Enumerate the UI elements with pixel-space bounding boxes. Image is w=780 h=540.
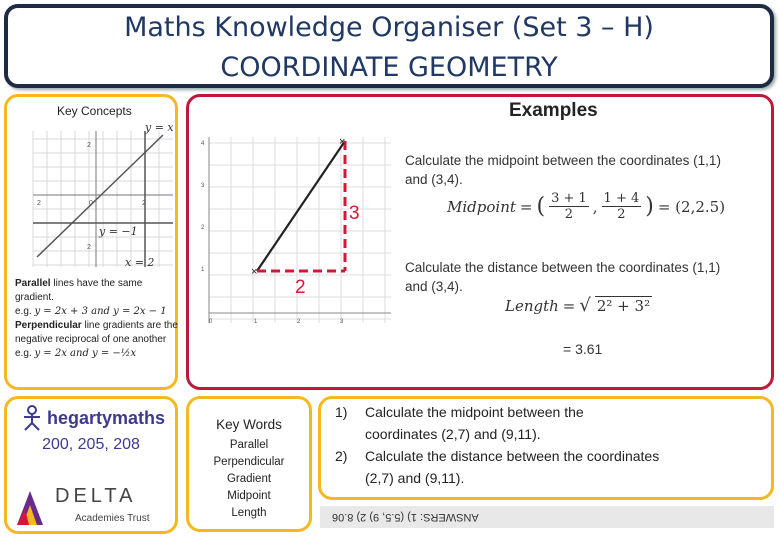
label-x-equals-2: x = 2 bbox=[125, 256, 155, 269]
page-title: Maths Knowledge Organiser (Set 3 – H) bbox=[124, 12, 654, 43]
question-2-number: 2) bbox=[335, 448, 348, 464]
key-word: Length bbox=[231, 507, 267, 519]
point-marker: × bbox=[251, 266, 258, 278]
hegarty-figure-icon bbox=[21, 405, 43, 431]
delta-subtitle: Academies Trust bbox=[75, 513, 150, 524]
key-concepts-panel bbox=[4, 94, 178, 390]
key-word: Perpendicular bbox=[213, 456, 285, 468]
example-distance-question: Calculate the distance between the coordinates (1,1) and (3,4). bbox=[405, 260, 721, 294]
x-tick: 1 bbox=[254, 319, 258, 325]
mid-denominator-1: 2 bbox=[564, 207, 574, 222]
mid-numerator-1: 3 + 1 bbox=[551, 191, 587, 206]
parallel-definition: lines have the same gradient. bbox=[15, 278, 143, 303]
mid-denominator-2: 2 bbox=[617, 207, 626, 222]
answers-text: ANSWERS: 1) (5.5, 9) 2) 8.06 bbox=[332, 511, 479, 523]
perpendicular-example: y = 2x and y = −½x bbox=[34, 348, 137, 359]
segment-line bbox=[257, 141, 345, 271]
delta-name: DELTA bbox=[55, 485, 137, 507]
point-marker: × bbox=[339, 136, 346, 148]
label-y-equals-x: y = x bbox=[145, 125, 174, 134]
distance-example-graph bbox=[199, 131, 395, 331]
example-midpoint-question: Calculate the midpoint between the coordinates (1,1) and (3,4). bbox=[405, 153, 721, 187]
length-label: Length bbox=[505, 296, 559, 315]
tick-label: 0 bbox=[89, 200, 93, 207]
midpoint-label: Midpoint bbox=[447, 197, 516, 216]
key-words-label: Key Words bbox=[216, 417, 282, 432]
question-1-line-1: Calculate the midpoint between the bbox=[365, 404, 584, 420]
page-subtitle: COORDINATE GEOMETRY bbox=[220, 52, 558, 83]
length-answer: = 3.61 bbox=[563, 341, 603, 357]
practice-questions-panel bbox=[318, 396, 774, 500]
tick-label: 2 bbox=[87, 142, 91, 149]
parallel-eg-prefix: e.g. bbox=[15, 306, 35, 317]
perpendicular-term: Perpendicular bbox=[15, 320, 82, 331]
key-words-panel bbox=[186, 396, 312, 532]
perp-eg-prefix: e.g. bbox=[15, 348, 35, 359]
key-concepts-graph bbox=[13, 125, 179, 273]
examples-panel bbox=[186, 94, 774, 390]
key-words-list bbox=[189, 437, 309, 522]
length-equation: Length = √ 2² + 3² bbox=[505, 295, 651, 316]
y-tick: 1 bbox=[201, 267, 205, 273]
horizontal-leg-label: 2 bbox=[295, 277, 306, 298]
hegarty-clip-numbers: 200, 205, 208 bbox=[42, 436, 140, 453]
delta-triangle-icon bbox=[15, 487, 45, 527]
length-expression: 2² + 3² bbox=[596, 297, 651, 315]
tick-label: 2 bbox=[142, 200, 146, 207]
question-2-line-2: (2,7) and (9,11). bbox=[365, 470, 465, 486]
hegartymaths-logo bbox=[21, 403, 171, 433]
key-word: Midpoint bbox=[227, 490, 271, 502]
question-2-line-1: Calculate the distance between the coordinates bbox=[365, 448, 660, 464]
hegarty-brand: hegartymaths bbox=[47, 407, 166, 428]
midpoint-result: = (2,2.5) bbox=[657, 197, 726, 216]
parallel-term: Parallel bbox=[15, 278, 51, 289]
x-tick: 0 bbox=[209, 319, 213, 325]
key-concepts-label: Key Concepts bbox=[57, 104, 132, 118]
y-tick: 4 bbox=[201, 141, 205, 147]
question-1-line-2: coordinates (2,7) and (9,11). bbox=[365, 426, 541, 442]
vertical-leg-label: 3 bbox=[349, 203, 360, 224]
y-tick: 2 bbox=[201, 225, 205, 231]
key-word: Gradient bbox=[226, 473, 272, 485]
parallel-example: y = 2x + 3 and y = 2x − 1 bbox=[34, 306, 167, 317]
answers-bar bbox=[320, 506, 774, 528]
examples-label: Examples bbox=[509, 100, 598, 121]
label-y-equals-minus-1: y = −1 bbox=[99, 225, 138, 238]
x-tick: 2 bbox=[297, 319, 301, 325]
key-concepts-text bbox=[15, 277, 179, 361]
x-tick: 3 bbox=[340, 319, 344, 325]
delta-logo bbox=[15, 485, 175, 531]
y-tick: 3 bbox=[201, 183, 205, 189]
header-banner bbox=[4, 4, 774, 88]
key-word: Parallel bbox=[229, 439, 269, 451]
tick-label: 2 bbox=[37, 200, 41, 207]
tick-label: 2 bbox=[87, 244, 91, 251]
mid-numerator-2: 1 + 4 bbox=[603, 191, 640, 206]
question-1-number: 1) bbox=[335, 404, 348, 420]
hegarty-panel bbox=[4, 396, 178, 534]
perpendicular-definition: line gradients are the negative reciprocal of one another bbox=[15, 320, 178, 345]
midpoint-equation: Midpoint = ( $\frac{3 + 1}{2}$ , $\frac{1 + 4}{2}$ ) = (2,2.5) bbox=[447, 191, 726, 222]
